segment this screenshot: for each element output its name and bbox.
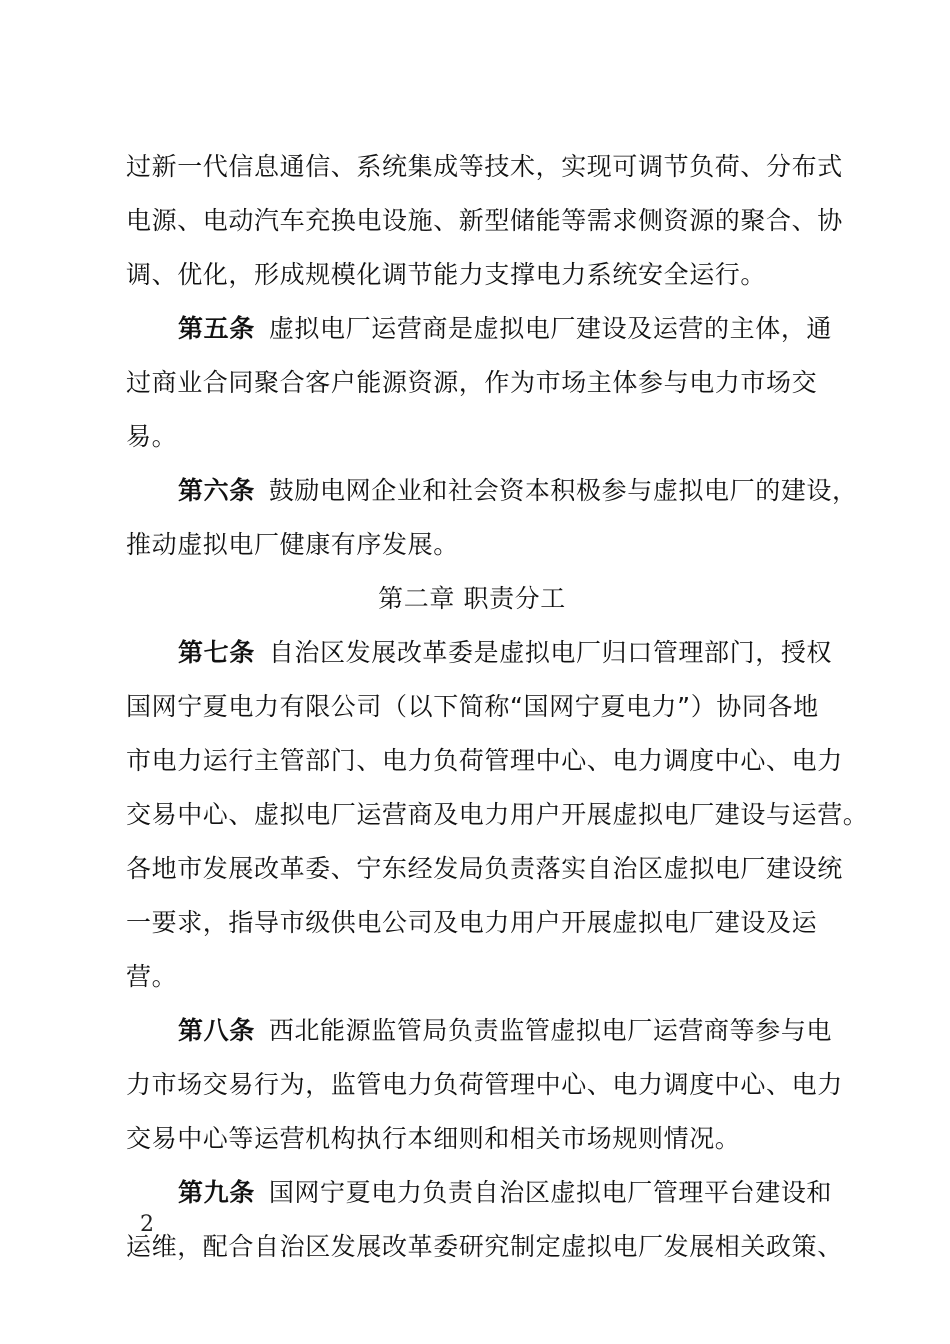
text-line: 运维，配合自治区发展改革委研究制定虚拟电厂发展相关政策、 [126,1232,843,1261]
article-heading: 第九条 [178,1178,255,1207]
chapter-title: 第二章 职责分工 [378,584,566,613]
article-first-line [126,1004,838,1058]
text-line: 过新一代信息通信、系统集成等技术，实现可调节负荷、分布式 [126,152,843,181]
text-line: 调、优化，形成规模化调节能力支撑电力系统安全运行。 [126,260,767,289]
text-line: 易。 [126,422,178,451]
article-heading: 第五条 [178,314,255,343]
text-line: 国网宁夏电力有限公司（以下简称“国网宁夏电力”）协同各地 [126,692,819,721]
text-line: 各地市发展改革委、宁东经发局负责落实自治区虚拟电厂建设统 [126,854,843,883]
text-line: 一要求，指导市级供电公司及电力用户开展虚拟电厂建设及运 [126,908,818,937]
text-line: 电源、电动汽车充换电设施、新型储能等需求侧资源的聚合、协 [126,206,843,235]
text-line: 国网宁夏电力负责自治区虚拟电厂管理平台建设和 [268,1178,833,1207]
article-6 [126,464,858,572]
page-number: 2 [140,1212,154,1237]
text-line: 市电力运行主管部门、电力负荷管理中心、电力调度中心、电力 [126,746,843,775]
article-heading: 第八条 [178,1016,255,1045]
article-heading: 第七条 [178,638,255,667]
article-7 [126,626,869,1004]
text-line: 过商业合同聚合客户能源资源，作为市场主体参与电力市场交 [126,368,818,397]
text-line: 虚拟电厂运营商是虚拟电厂建设及运营的主体，通 [268,314,833,343]
article-heading: 第六条 [178,476,255,505]
text-line: 交易中心、虚拟电厂运营商及电力用户开展虚拟电厂建设与运营。 [126,800,869,829]
text-line: 自治区发展改革委是虚拟电厂归口管理部门，授权 [268,638,833,667]
article-first-line [126,464,858,518]
text-line: 营。 [126,962,178,991]
article-first-line [126,1166,838,1220]
text-line: 鼓励电网企业和社会资本积极参与虚拟电厂的建设， [268,476,858,505]
text-line: 交易中心等运营机构执行本细则和相关市场规则情况。 [126,1124,741,1153]
article-5 [126,302,838,464]
article-first-line [126,626,838,680]
article-first-line [126,302,838,356]
text-line: 西北能源监管局负责监管虚拟电厂运营商等参与电 [268,1016,833,1045]
paragraph-continuation [126,140,843,302]
article-8 [126,1004,843,1166]
text-line: 力市场交易行为，监管电力负荷管理中心、电力调度中心、电力 [126,1070,843,1099]
text-line: 推动虚拟电厂健康有序发展。 [126,530,459,559]
document-body [126,140,869,1274]
article-9 [126,1166,843,1274]
